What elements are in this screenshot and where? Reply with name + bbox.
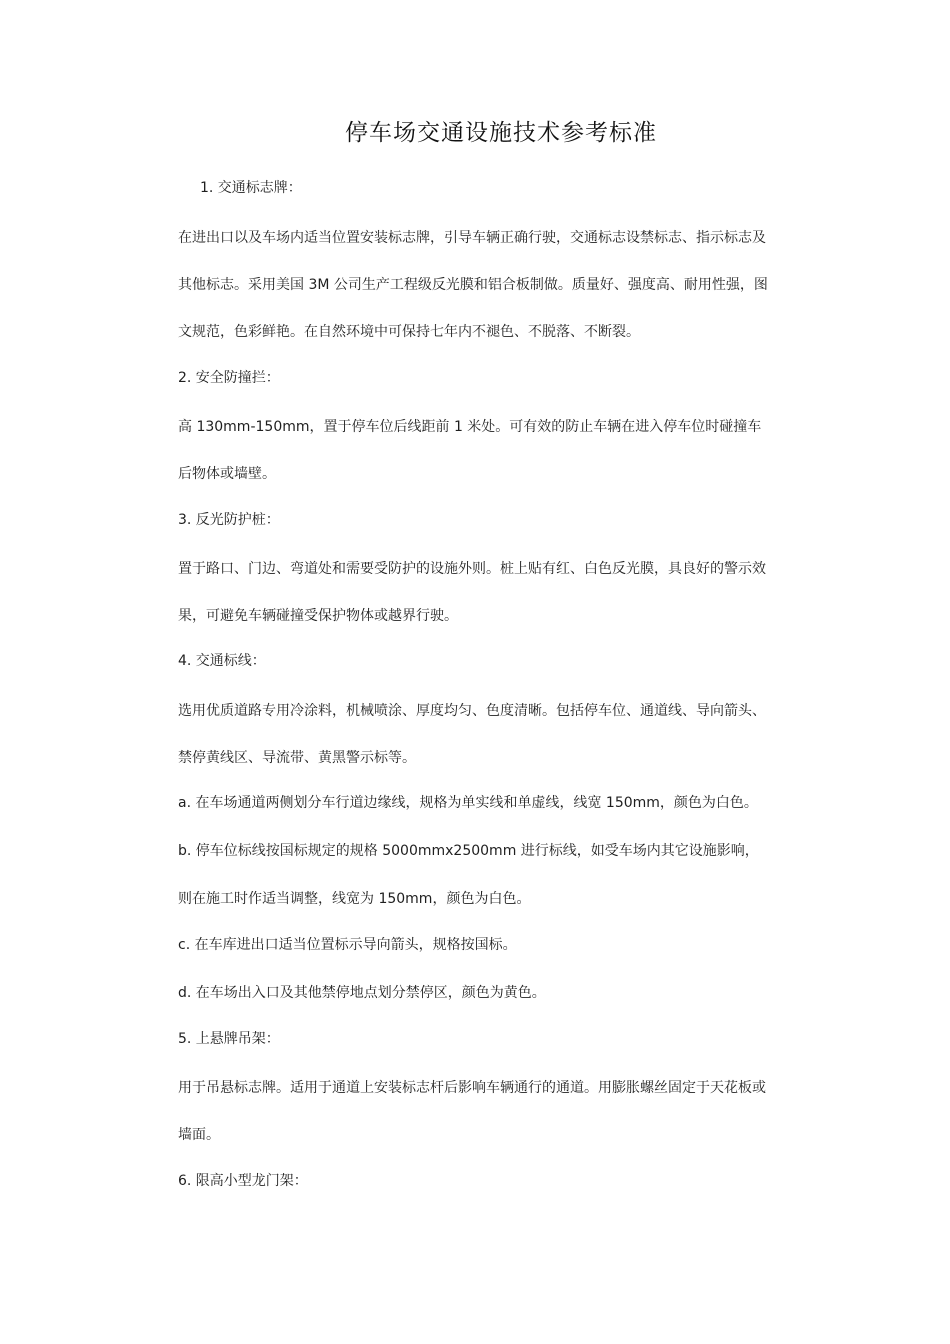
paragraph-line: 果，可避免车辆碰撞受保护物体或越界行驶。 <box>178 608 458 624</box>
section-heading-barrier: 2. 安全防撞拦： <box>178 370 280 386</box>
paragraph-line: 禁停黄线区、导流带、黄黑警示标等。 <box>178 750 416 766</box>
document-title: 停车场交通设施技术参考标准 <box>345 120 657 146</box>
section-heading-hanging-rack: 5. 上悬牌吊架： <box>178 1031 280 1047</box>
list-item-c: c. 在车库进出口适当位置标示导向箭头，规格按国标。 <box>178 937 517 953</box>
section-heading-reflective-post: 3. 反光防护桩： <box>178 512 280 528</box>
list-item-d: d. 在车场出入口及其他禁停地点划分禁停区，颜色为黄色。 <box>178 985 546 1001</box>
paragraph-line: 后物体或墙壁。 <box>178 466 276 482</box>
paragraph-line: 在进出口以及车场内适当位置安装标志牌，引导车辆正确行驶，交通标志设禁标志、指示标志及 <box>178 230 766 246</box>
list-item-b: b. 停车位标线按国标规定的规格 5000mmx2500mm 进行标线，如受车场内其它设施影响， <box>178 843 759 859</box>
paragraph-line: 则在施工时作适当调整，线宽为 150mm，颜色为白色。 <box>178 891 531 907</box>
paragraph-line: 选用优质道路专用冷涂料，机械喷涂、厚度均匀、色度清晰。包括停车位、通道线、导向箭头、 <box>178 703 766 719</box>
paragraph-line: 墙面。 <box>178 1127 220 1143</box>
paragraph-line: 高 130mm-150mm，置于停车位后线距前 1 米处。可有效的防止车辆在进入停车位时碰撞车 <box>178 419 762 435</box>
paragraph-line: 用于吊悬标志牌。适用于通道上安装标志杆后影响车辆通行的通道。用膨胀螺丝固定于天花板或 <box>178 1080 766 1096</box>
paragraph-line: 其他标志。采用美国 3M 公司生产工程级反光膜和铝合板制做。质量好、强度高、耐用性强，图 <box>178 277 768 293</box>
section-heading-markings: 4. 交通标线： <box>178 653 266 669</box>
list-item-a: a. 在车场通道两侧划分车行道边缘线，规格为单实线和单虚线，线宽 150mm，颜色为白色。 <box>178 795 758 811</box>
paragraph-line: 置于路口、门边、弯道处和需要受防护的设施外则。桩上贴有红、白色反光膜，具良好的警示效 <box>178 561 766 577</box>
paragraph-line: 文规范，色彩鲜艳。在自然环境中可保持七年内不褪色、不脱落、不断裂。 <box>178 324 640 340</box>
section-heading-height-limit-gantry: 6. 限高小型龙门架： <box>178 1173 308 1189</box>
section-heading-traffic-signs: 1. 交通标志牌： <box>200 180 302 196</box>
